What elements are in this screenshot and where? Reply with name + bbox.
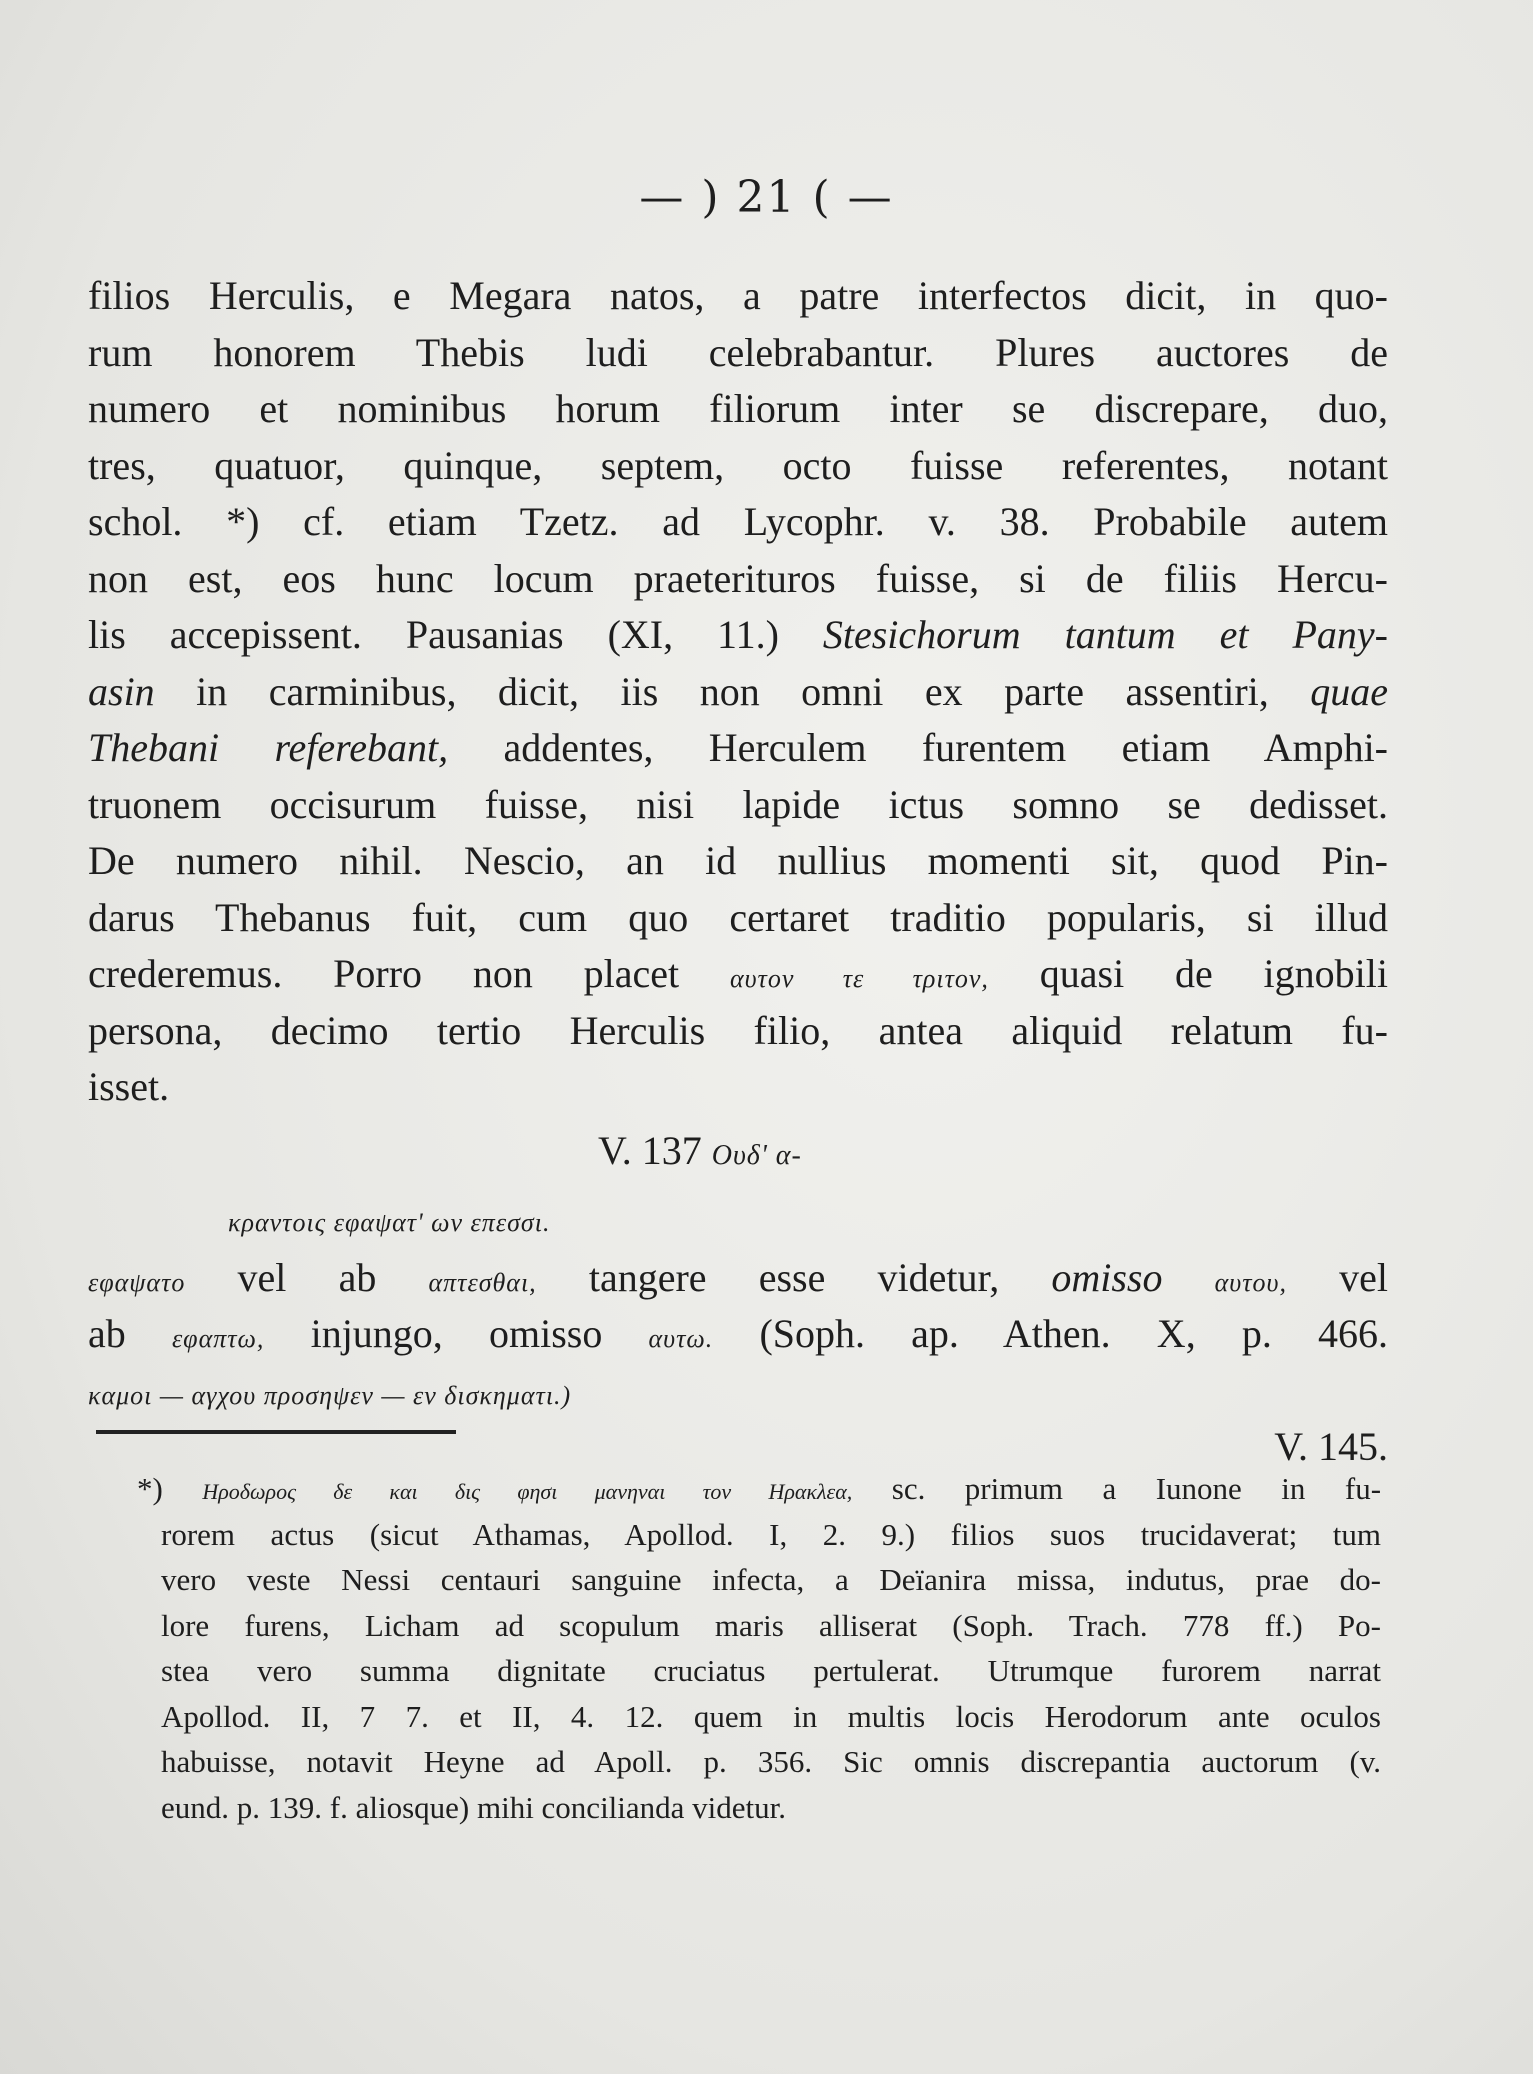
text-segment: injungo, omisso (310, 1311, 603, 1356)
footnote-line: habuisse, notavit Heyne ad Apoll. p. 356. Sic omnis discrepantia auctorum (v. (161, 1744, 1381, 1779)
italic-word: omisso (1051, 1254, 1163, 1300)
greek-phrase: εφαψατο (88, 1267, 186, 1297)
greek-phrase: κραντοις εφαψατ' ων επεσσι. (228, 1207, 551, 1237)
italic-quote: Thebani referebant, (88, 725, 449, 770)
text-segment: lis accepissent. Pausanias (XI, 11.) (88, 612, 779, 657)
text-line (88, 1250, 1388, 1307)
verse-number: V. 137 (598, 1127, 702, 1173)
text-line: darus Thebanus fuit, cum quo certaret traditio popularis, si illud (88, 894, 1388, 940)
text-segment: addentes, Herculem furentem etiam Amphi- (503, 725, 1388, 770)
footnote-line: stea vero summa dignitate cruciatus pertulerat. Utrumque furorem narrat (161, 1653, 1381, 1688)
text-line: non est, eos hunc locum praeterituros fuisse, si de filiis Hercu- (88, 555, 1388, 601)
text-line (88, 720, 1388, 777)
greek-phrase: αυτω. (648, 1324, 714, 1353)
verse-reference-right: V. 145. (1274, 1424, 1388, 1469)
text-line (88, 664, 1388, 721)
footnote-marker: *) (137, 1471, 163, 1506)
footnote-line: lore furens, Licham ad scopulum maris alliserat (Soph. Trach. 778 ff.) Po- (161, 1607, 1381, 1643)
footnote-line: rorem actus (sicut Athamas, Apollod. I, 2. 9.) filios suos trucidaverat; tum (161, 1516, 1381, 1552)
italic-quote: asin (88, 668, 155, 714)
verse-reference (88, 1116, 1388, 1186)
text-segment: vel ab (237, 1254, 377, 1300)
text-line: schol. *) cf. etiam Tzetz. ad Lycophr. v. 38. Probabile autem (88, 499, 1388, 544)
footnote-line: Apollod. II, 7 7. et II, 4. 12. quem in multis locis Herodorum ante oculos (161, 1698, 1381, 1734)
text-line: isset. (88, 1064, 170, 1109)
text-segment: vel (1339, 1254, 1389, 1300)
text-line: De numero nihil. Nescio, an id nullius momenti sit, quod Pin- (88, 838, 1388, 883)
footnote-line (125, 1466, 1381, 1512)
greek-phrase: καμοι — αγχου προσηψεν — εν δισκηματι.) (88, 1380, 572, 1410)
footnote-block (125, 1466, 1381, 1830)
running-head-page-number: — ) 21 ( — (639, 172, 894, 223)
verse-quote (88, 1186, 1388, 1250)
greek-phrase: αυτου, (1214, 1267, 1287, 1297)
text-line (88, 607, 1388, 664)
text-line: tres, quatuor, quinque, septem, octo fuisse referentes, notant (88, 442, 1388, 488)
text-line: filios Herculis, e Megara natos, a patre interfectos dicit, in quo- (88, 273, 1388, 318)
greek-phrase: εφαπτω, (171, 1324, 265, 1353)
text-segment: crederemus. Porro non placet (88, 951, 680, 996)
greek-phrase: απτεσθαι, (428, 1267, 537, 1297)
text-line: rum honorem Thebis ludi celebrabantur. Plures auctores de (88, 329, 1388, 375)
footnote-line: eund. p. 139. f. aliosque) mihi conciliandа videtur. (161, 1789, 787, 1825)
text-line: truonem occisurum fuisse, nisi lapide ictus somno se dedisset. (88, 781, 1388, 827)
text-segment: (Soph. ap. Athen. X, p. 466. (759, 1311, 1389, 1356)
main-text-block (88, 268, 1388, 1476)
greek-phrase: αυτον τε τριτον, (729, 964, 989, 993)
text-line: persona, decimo tertio Herculis filio, antea aliquid relatum fu- (88, 1007, 1388, 1053)
text-segment: quasi de ignobili (1039, 951, 1389, 996)
text-line (88, 1306, 1388, 1363)
text-segment: in carminibus, dicit, iis non omni ex parte assentiri, (196, 668, 1269, 714)
italic-quote: Stesichorum tantum et Pany- (822, 612, 1388, 657)
text-segment: tangere esse videtur, (588, 1254, 1000, 1300)
greek-phrase: Ηροδωρος δε και δις φησι μανηναι τον Ηρακλεα, (202, 1479, 853, 1504)
footnote-line: vero veste Nessi centauri sanguine infecta, a Deïanira missa, indutus, prae do- (161, 1562, 1381, 1597)
text-line (88, 946, 1388, 1003)
text-segment: ab (88, 1311, 126, 1356)
greek-phrase: Ουδ' α- (711, 1139, 802, 1171)
text-segment: sc. primum a Iunone in fu- (891, 1471, 1382, 1506)
text-line: numero et nominibus horum filiorum inter se discrepare, duo, (88, 386, 1388, 431)
text-line (88, 1363, 1388, 1420)
footnote-rule (96, 1430, 456, 1434)
italic-quote: quae (1310, 668, 1389, 714)
